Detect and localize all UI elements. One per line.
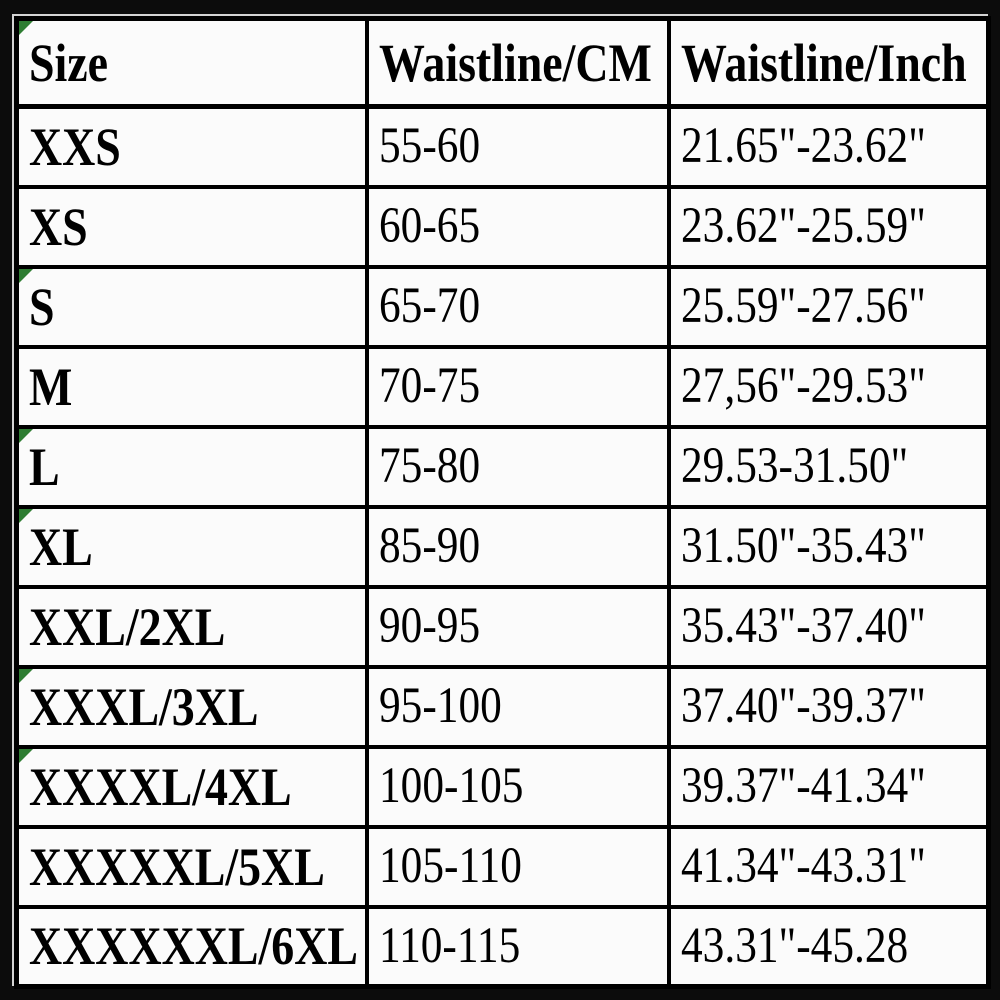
size-cell-text: L <box>29 436 60 497</box>
size-cell-text: XXXXXXL/6XL <box>29 916 358 977</box>
cm-cell-text: 100-105 <box>378 758 523 814</box>
cm-cell <box>367 107 669 187</box>
inch-cell <box>669 267 989 347</box>
size-cell-text: XL <box>29 516 93 577</box>
cm-cell-text: 110-115 <box>378 917 520 974</box>
size-cell <box>17 667 367 747</box>
table-row <box>17 587 989 667</box>
size-cell <box>17 267 367 347</box>
inch-cell-text: 31.50"-35.43" <box>680 518 926 574</box>
cm-cell <box>367 347 669 427</box>
size-chart-table <box>14 16 991 989</box>
table-row <box>17 347 989 427</box>
cm-cell-text: 85-90 <box>378 518 480 574</box>
table-row <box>17 747 989 827</box>
size-cell <box>17 347 367 427</box>
size-cell-text: XXXL/3XL <box>29 676 259 737</box>
cm-cell <box>367 587 669 667</box>
table-row <box>17 187 989 267</box>
table-row <box>17 267 989 347</box>
size-cell-text: XXXXXL/5XL <box>29 836 325 897</box>
column-header-size-label: Size <box>29 32 109 93</box>
cm-cell-text: 75-80 <box>378 438 480 494</box>
cm-cell <box>367 427 669 507</box>
cm-cell-text: 70-75 <box>378 358 480 414</box>
column-header-waistline-inch-label: Waistline/Inch <box>680 32 967 93</box>
size-cell-text: S <box>29 276 55 337</box>
cm-cell <box>367 827 669 907</box>
cm-cell-text: 105-110 <box>378 838 522 894</box>
table-row <box>17 107 989 187</box>
inch-cell <box>669 587 989 667</box>
inch-cell <box>669 187 989 267</box>
size-cell <box>17 107 367 187</box>
column-header-size <box>17 19 367 107</box>
table-row <box>17 827 989 907</box>
table-row <box>17 667 989 747</box>
column-header-waistline-cm-label: Waistline/CM <box>378 32 652 93</box>
cm-cell-text: 90-95 <box>378 598 480 654</box>
inch-cell-text: 37.40"-39.37" <box>680 678 926 734</box>
size-cell-text: XXXXL/4XL <box>29 756 292 817</box>
table-row <box>17 507 989 587</box>
inch-cell <box>669 907 989 987</box>
cm-cell-text: 60-65 <box>378 198 480 254</box>
cm-cell-text: 65-70 <box>378 278 480 334</box>
inch-cell-text: 35.43"-37.40" <box>680 598 926 654</box>
size-cell <box>17 507 367 587</box>
size-cell-text: M <box>29 356 73 417</box>
cm-cell <box>367 267 669 347</box>
column-header-waistline-inch <box>669 19 989 107</box>
inch-cell-text: 27,56"-29.53" <box>680 358 926 414</box>
inch-cell <box>669 667 989 747</box>
table-body <box>17 107 989 987</box>
inch-cell <box>669 827 989 907</box>
inch-cell-text: 39.37"-41.34" <box>680 758 926 814</box>
size-cell-text: XS <box>29 196 88 257</box>
size-cell <box>17 587 367 667</box>
cm-cell <box>367 187 669 267</box>
size-cell <box>17 187 367 267</box>
column-header-waistline-cm <box>367 19 669 107</box>
inch-cell <box>669 747 989 827</box>
size-cell <box>17 427 367 507</box>
size-cell-text: XXS <box>29 116 121 177</box>
inch-cell <box>669 507 989 587</box>
inch-cell-text: 41.34"-43.31" <box>680 838 926 894</box>
inch-cell-text: 25.59"-27.56" <box>680 278 926 334</box>
inch-cell <box>669 347 989 427</box>
cm-cell-text: 55-60 <box>378 118 480 175</box>
size-cell <box>17 827 367 907</box>
table-row <box>17 427 989 507</box>
size-cell <box>17 907 367 987</box>
cm-cell <box>367 747 669 827</box>
inch-cell <box>669 427 989 507</box>
header-row <box>17 19 989 107</box>
cm-cell <box>367 507 669 587</box>
cm-cell-text: 95-100 <box>378 678 502 734</box>
size-chart-sheet <box>12 14 988 986</box>
cm-cell <box>367 667 669 747</box>
inch-cell-text: 23.62"-25.59" <box>680 198 926 254</box>
inch-cell-text: 43.31"-45.28 <box>680 917 908 974</box>
size-cell <box>17 747 367 827</box>
inch-cell <box>669 107 989 187</box>
table-row <box>17 907 989 987</box>
inch-cell-text: 21.65"-23.62" <box>680 118 926 175</box>
cm-cell <box>367 907 669 987</box>
inch-cell-text: 29.53-31.50" <box>680 438 908 494</box>
size-cell-text: XXL/2XL <box>29 596 226 657</box>
